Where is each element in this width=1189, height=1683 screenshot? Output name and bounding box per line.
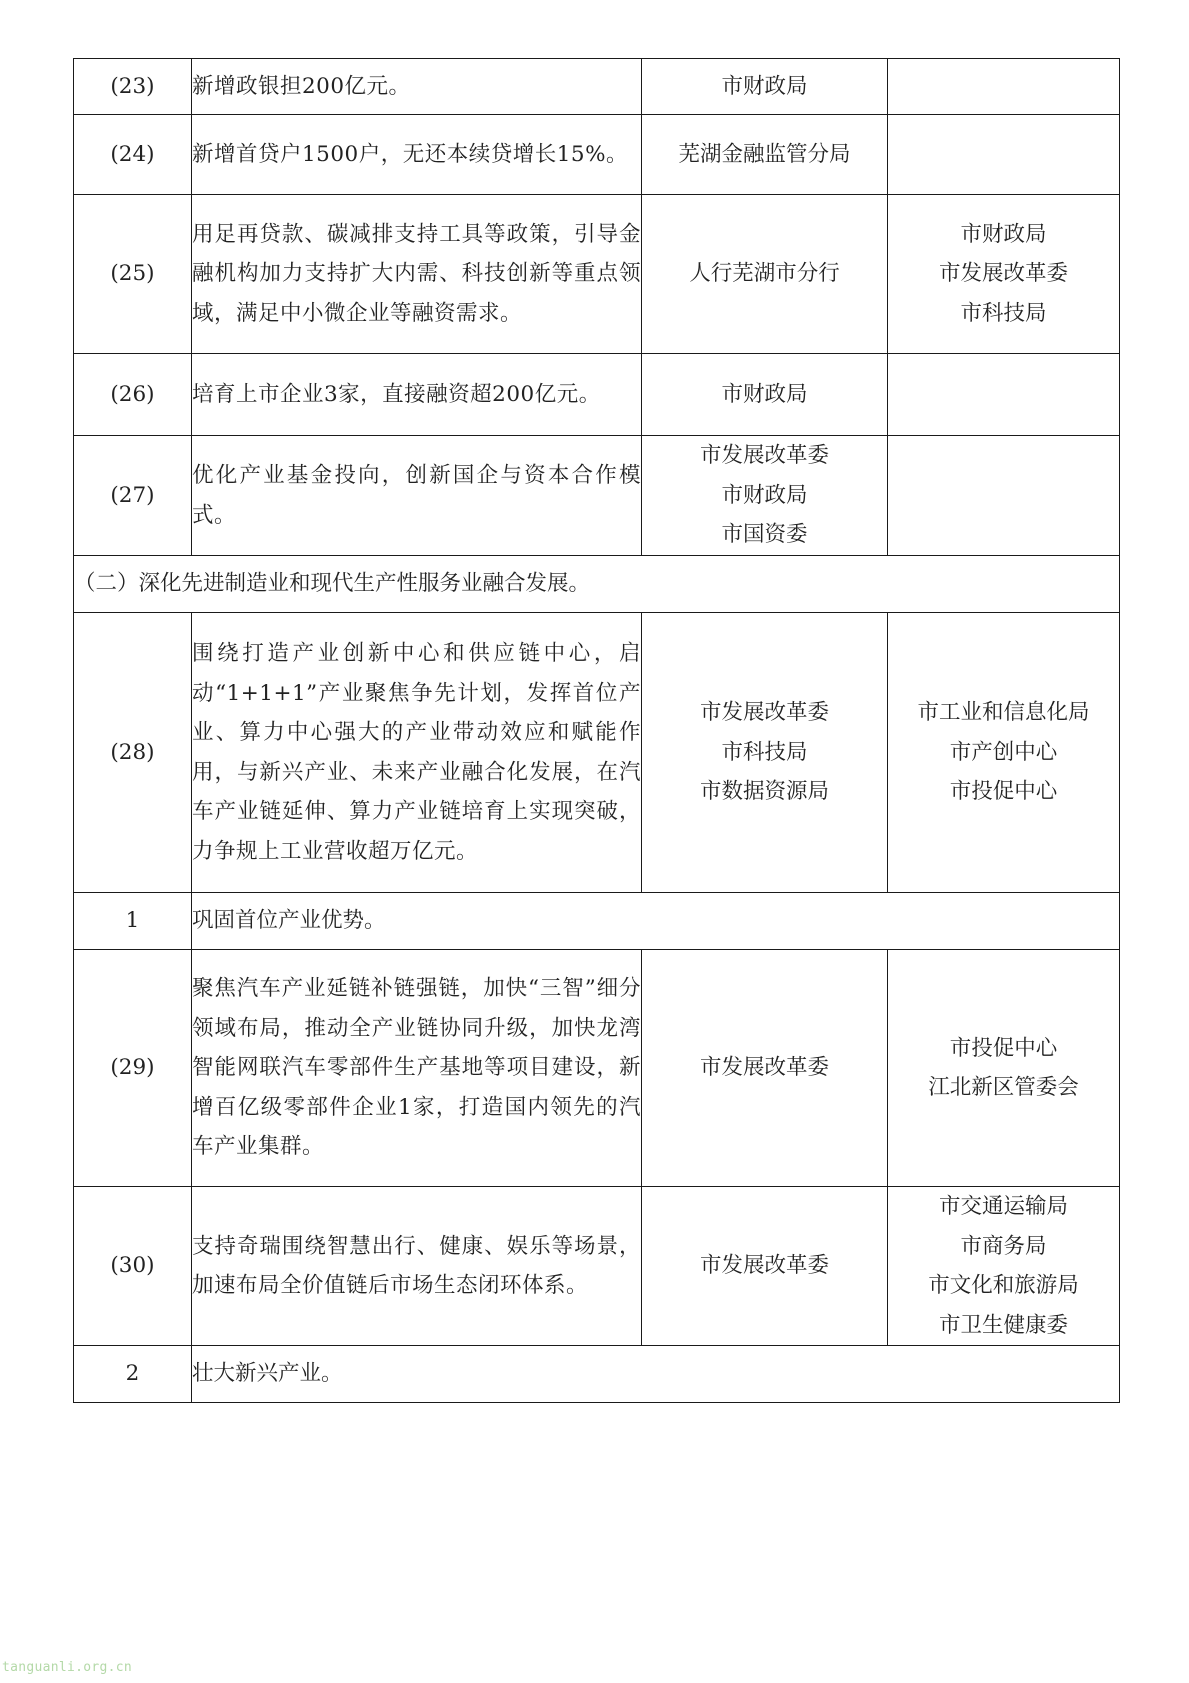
lead-unit: 市数据资源局: [699, 779, 829, 805]
item-description: 支持奇瑞围绕智慧出行、健康、娱乐等场景，加速布局全价值链后市场生态闭环体系。: [192, 1187, 642, 1346]
item-description: 聚焦汽车产业延链补链强链，加快“三智”细分领域布局，推动全产业链协同升级，加快龙湾智能网联汽车零部件生产基地等项目建设，新增百亿级零部件企业1家，打造国内领先的汽车产业集群。: [192, 950, 642, 1187]
cooperating-unit: 市商务局: [960, 1233, 1047, 1259]
lead-unit-cell: [642, 1187, 888, 1346]
item-number: (25): [74, 195, 192, 354]
cooperating-unit-cell: [888, 436, 1120, 556]
lead-unit: 市发展改革委: [699, 1253, 829, 1279]
lead-unit-cell: [642, 195, 888, 354]
item-number: (28): [74, 613, 192, 893]
site-watermark: tanguanli.org.cn: [2, 1660, 133, 1675]
lead-unit: 市发展改革委: [699, 1055, 829, 1081]
lead-unit: 市科技局: [721, 739, 808, 765]
cooperating-unit-cell: [888, 1187, 1120, 1346]
lead-unit-cell: [642, 436, 888, 556]
lead-unit-cell: [642, 59, 888, 115]
table-row: [74, 613, 1120, 893]
lead-unit: 芜湖金融监管分局: [678, 141, 851, 167]
subsection-row: [74, 893, 1120, 950]
lead-unit-cell: [642, 115, 888, 195]
table-row: [74, 1187, 1120, 1346]
item-number: (24): [74, 115, 192, 195]
item-description: 新增首贷户1500户，无还本续贷增长15%。: [192, 115, 642, 195]
cooperating-unit: 市产创中心: [949, 739, 1058, 765]
section-heading: （二）深化先进制造业和现代生产性服务业融合发展。: [74, 556, 1120, 613]
lead-unit: 市财政局: [721, 381, 808, 407]
item-description: 培育上市企业3家，直接融资超200亿元。: [192, 354, 642, 436]
item-number: (29): [74, 950, 192, 1187]
cooperating-unit: 市交通运输局: [938, 1194, 1068, 1219]
item-number: (26): [74, 354, 192, 436]
cooperating-unit: 市文化和旅游局: [928, 1273, 1079, 1298]
lead-unit: 市发展改革委: [699, 443, 829, 469]
item-number: (30): [74, 1187, 192, 1346]
table-row: [74, 354, 1120, 436]
item-description: 用足再贷款、碳减排支持工具等政策，引导金融机构加力支持扩大内需、科技创新等重点领域，满足中小微企业等融资需求。: [192, 195, 642, 354]
table-row: [74, 436, 1120, 556]
cooperating-unit-cell: [888, 354, 1120, 436]
table-row: [74, 950, 1120, 1187]
cooperating-unit: 市投促中心: [949, 779, 1058, 805]
subsection-number: 2: [74, 1346, 192, 1403]
cooperating-unit-cell: [888, 195, 1120, 354]
item-number: (27): [74, 436, 192, 556]
lead-unit-cell: [642, 613, 888, 893]
cooperating-unit-cell: [888, 950, 1120, 1187]
table-row: [74, 59, 1120, 115]
subsection-heading: 壮大新兴产业。: [192, 1346, 1120, 1403]
cooperating-unit: 江北新区管委会: [928, 1075, 1079, 1100]
lead-unit: 市财政局: [721, 73, 808, 99]
table-row: [74, 195, 1120, 354]
cooperating-unit-cell: [888, 613, 1120, 893]
lead-unit-cell: [642, 354, 888, 436]
subsection-number: 1: [74, 893, 192, 950]
item-description: 围绕打造产业创新中心和供应链中心，启动“1+1+1”产业聚焦争先计划，发挥首位产业、算力中心强大的产业带动效应和赋能作用，与新兴产业、未来产业融合化发展，在汽车产业链延伸、算力产业链培育上实现突破，力争规上工业营收超万亿元。: [192, 613, 642, 893]
cooperating-unit: 市卫生健康委: [938, 1312, 1068, 1338]
lead-unit: 市发展改革委: [699, 700, 829, 726]
lead-unit-cell: [642, 950, 888, 1187]
item-number: (23): [74, 59, 192, 115]
cooperating-unit-cell: [888, 115, 1120, 195]
lead-unit: 市财政局: [721, 482, 808, 508]
cooperating-unit: 市工业和信息化局: [917, 700, 1090, 726]
item-description: 优化产业基金投向，创新国企与资本合作模式。: [192, 436, 642, 556]
table-row: [74, 115, 1120, 195]
cooperating-unit: 市投促中心: [949, 1035, 1058, 1061]
subsection-heading: 巩固首位产业优势。: [192, 893, 1120, 950]
lead-unit: 市国资委: [721, 522, 808, 548]
cooperating-unit: 市财政局: [960, 221, 1047, 247]
cooperating-unit: 市发展改革委: [938, 261, 1068, 287]
item-description: 新增政银担200亿元。: [192, 59, 642, 115]
task-table: [73, 58, 1120, 1403]
subsection-row: [74, 1346, 1120, 1403]
section-row: [74, 556, 1120, 613]
cooperating-unit-cell: [888, 59, 1120, 115]
lead-unit: 人行芜湖市分行: [689, 261, 840, 287]
cooperating-unit: 市科技局: [960, 300, 1047, 326]
